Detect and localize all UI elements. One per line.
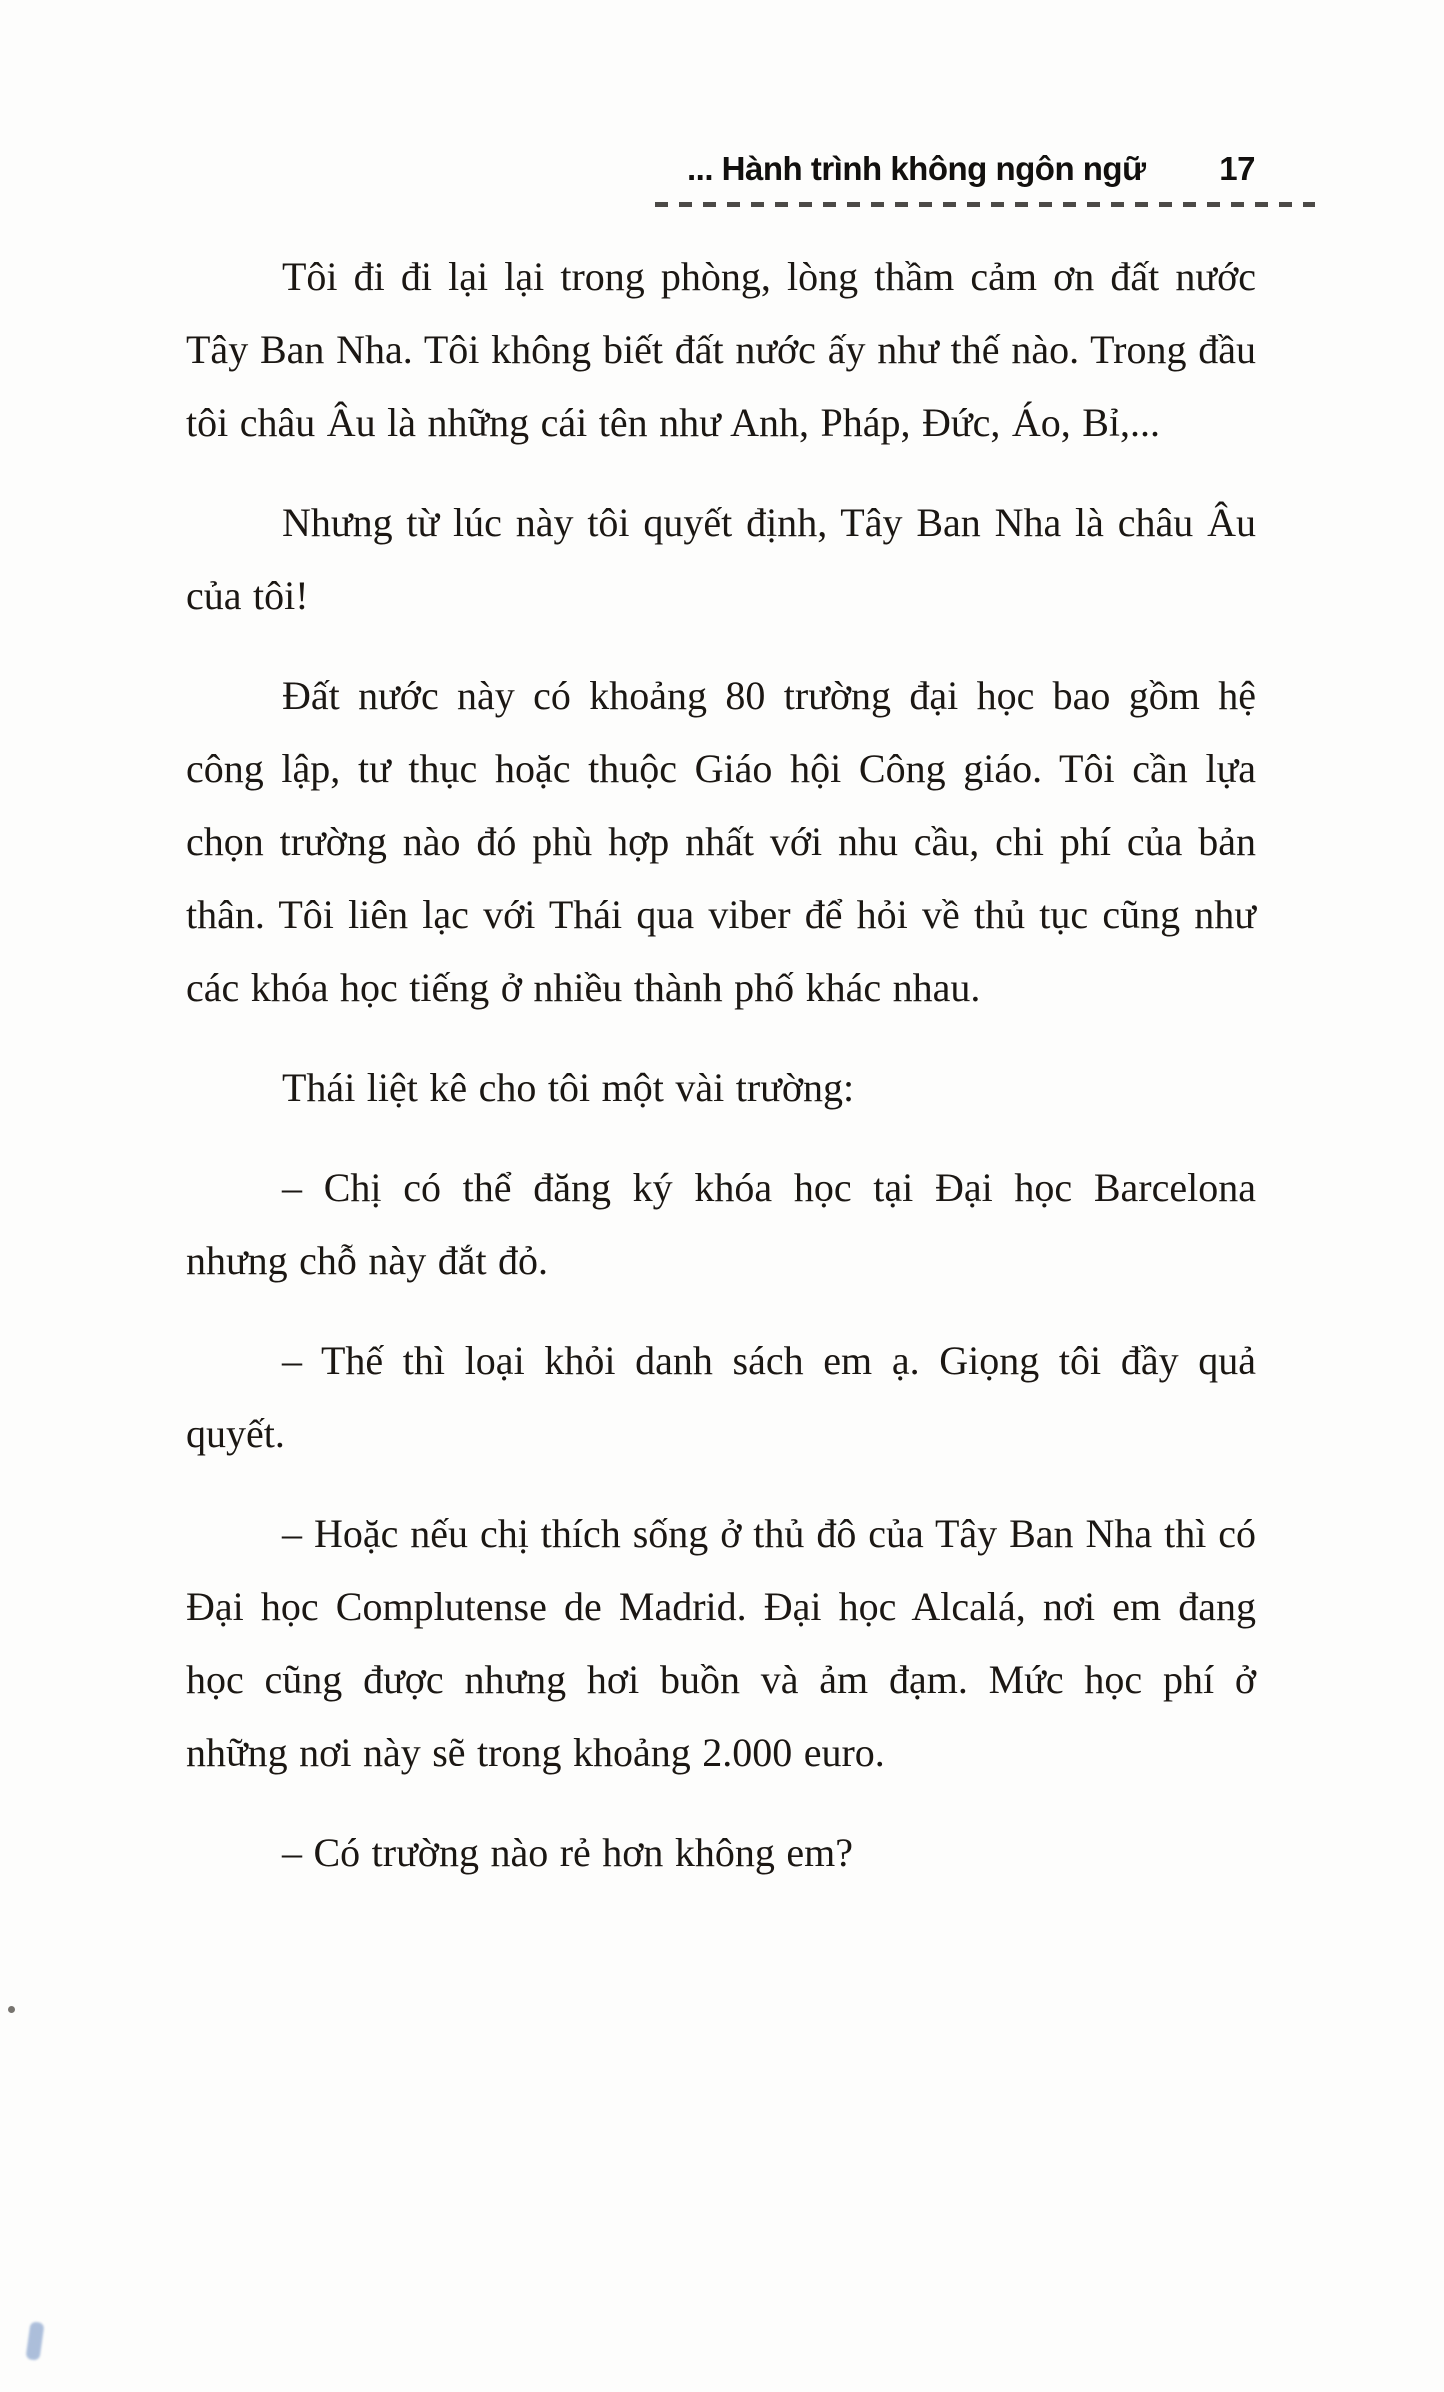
scan-artifact-dot [8,2006,15,2013]
running-header-title: ... Hành trình không ngôn ngữ [687,150,1146,187]
page-body [186,240,1256,1889]
paragraph-narration-3: Đất nước này có khoảng 80 trường đại học bao gồm hệ công lập, tư thục hoặc thuộc Giáo hội Công giáo. Tôi cần lựa chọn trường nào đó phù hợp nhất với nhu cầu, chi phí của bản thân. Tôi liên lạc với Thái qua viber để hỏi về thủ tục cũng như các khóa học tiếng ở nhiều thành phố khác nhau. [186,673,1256,1010]
scan-artifact-blue-mark [25,2321,44,2361]
paragraph-narration-4: Thái liệt kê cho tôi một vài trường: [282,1065,855,1110]
paragraph-dialogue-2: – Thế thì loại khỏi danh sách em ạ. Giọng tôi đầy quả quyết. [186,1338,1256,1456]
paragraph-dialogue-4: – Có trường nào rẻ hơn không em? [282,1830,854,1875]
paragraph-narration-1: Tôi đi đi lại lại trong phòng, lòng thầm cảm ơn đất nước Tây Ban Nha. Tôi không biết đất nước ấy như thế nào. Trong đầu tôi châu Âu là những cái tên như Anh, Pháp, Đức, Áo, Bỉ,... [186,254,1256,445]
paragraph-narration-2: Nhưng từ lúc này tôi quyết định, Tây Ban Nha là châu Âu của tôi! [186,500,1256,618]
page-number: 17 [1219,150,1255,187]
page-header [655,150,1315,207]
header-dashed-rule [655,202,1315,207]
paragraph-dialogue-3: – Hoặc nếu chị thích sống ở thủ đô của Tây Ban Nha thì có Đại học Complutense de Madrid. Đại học Alcalá, nơi em đang học cũng được nhưng hơi buồn và ảm đạm. Mức học phí ở những nơi này sẽ trong khoảng 2.000 euro. [186,1511,1256,1775]
paragraph-dialogue-1: – Chị có thể đăng ký khóa học tại Đại học Barcelona nhưng chỗ này đắt đỏ. [186,1165,1256,1283]
running-header [655,150,1315,188]
